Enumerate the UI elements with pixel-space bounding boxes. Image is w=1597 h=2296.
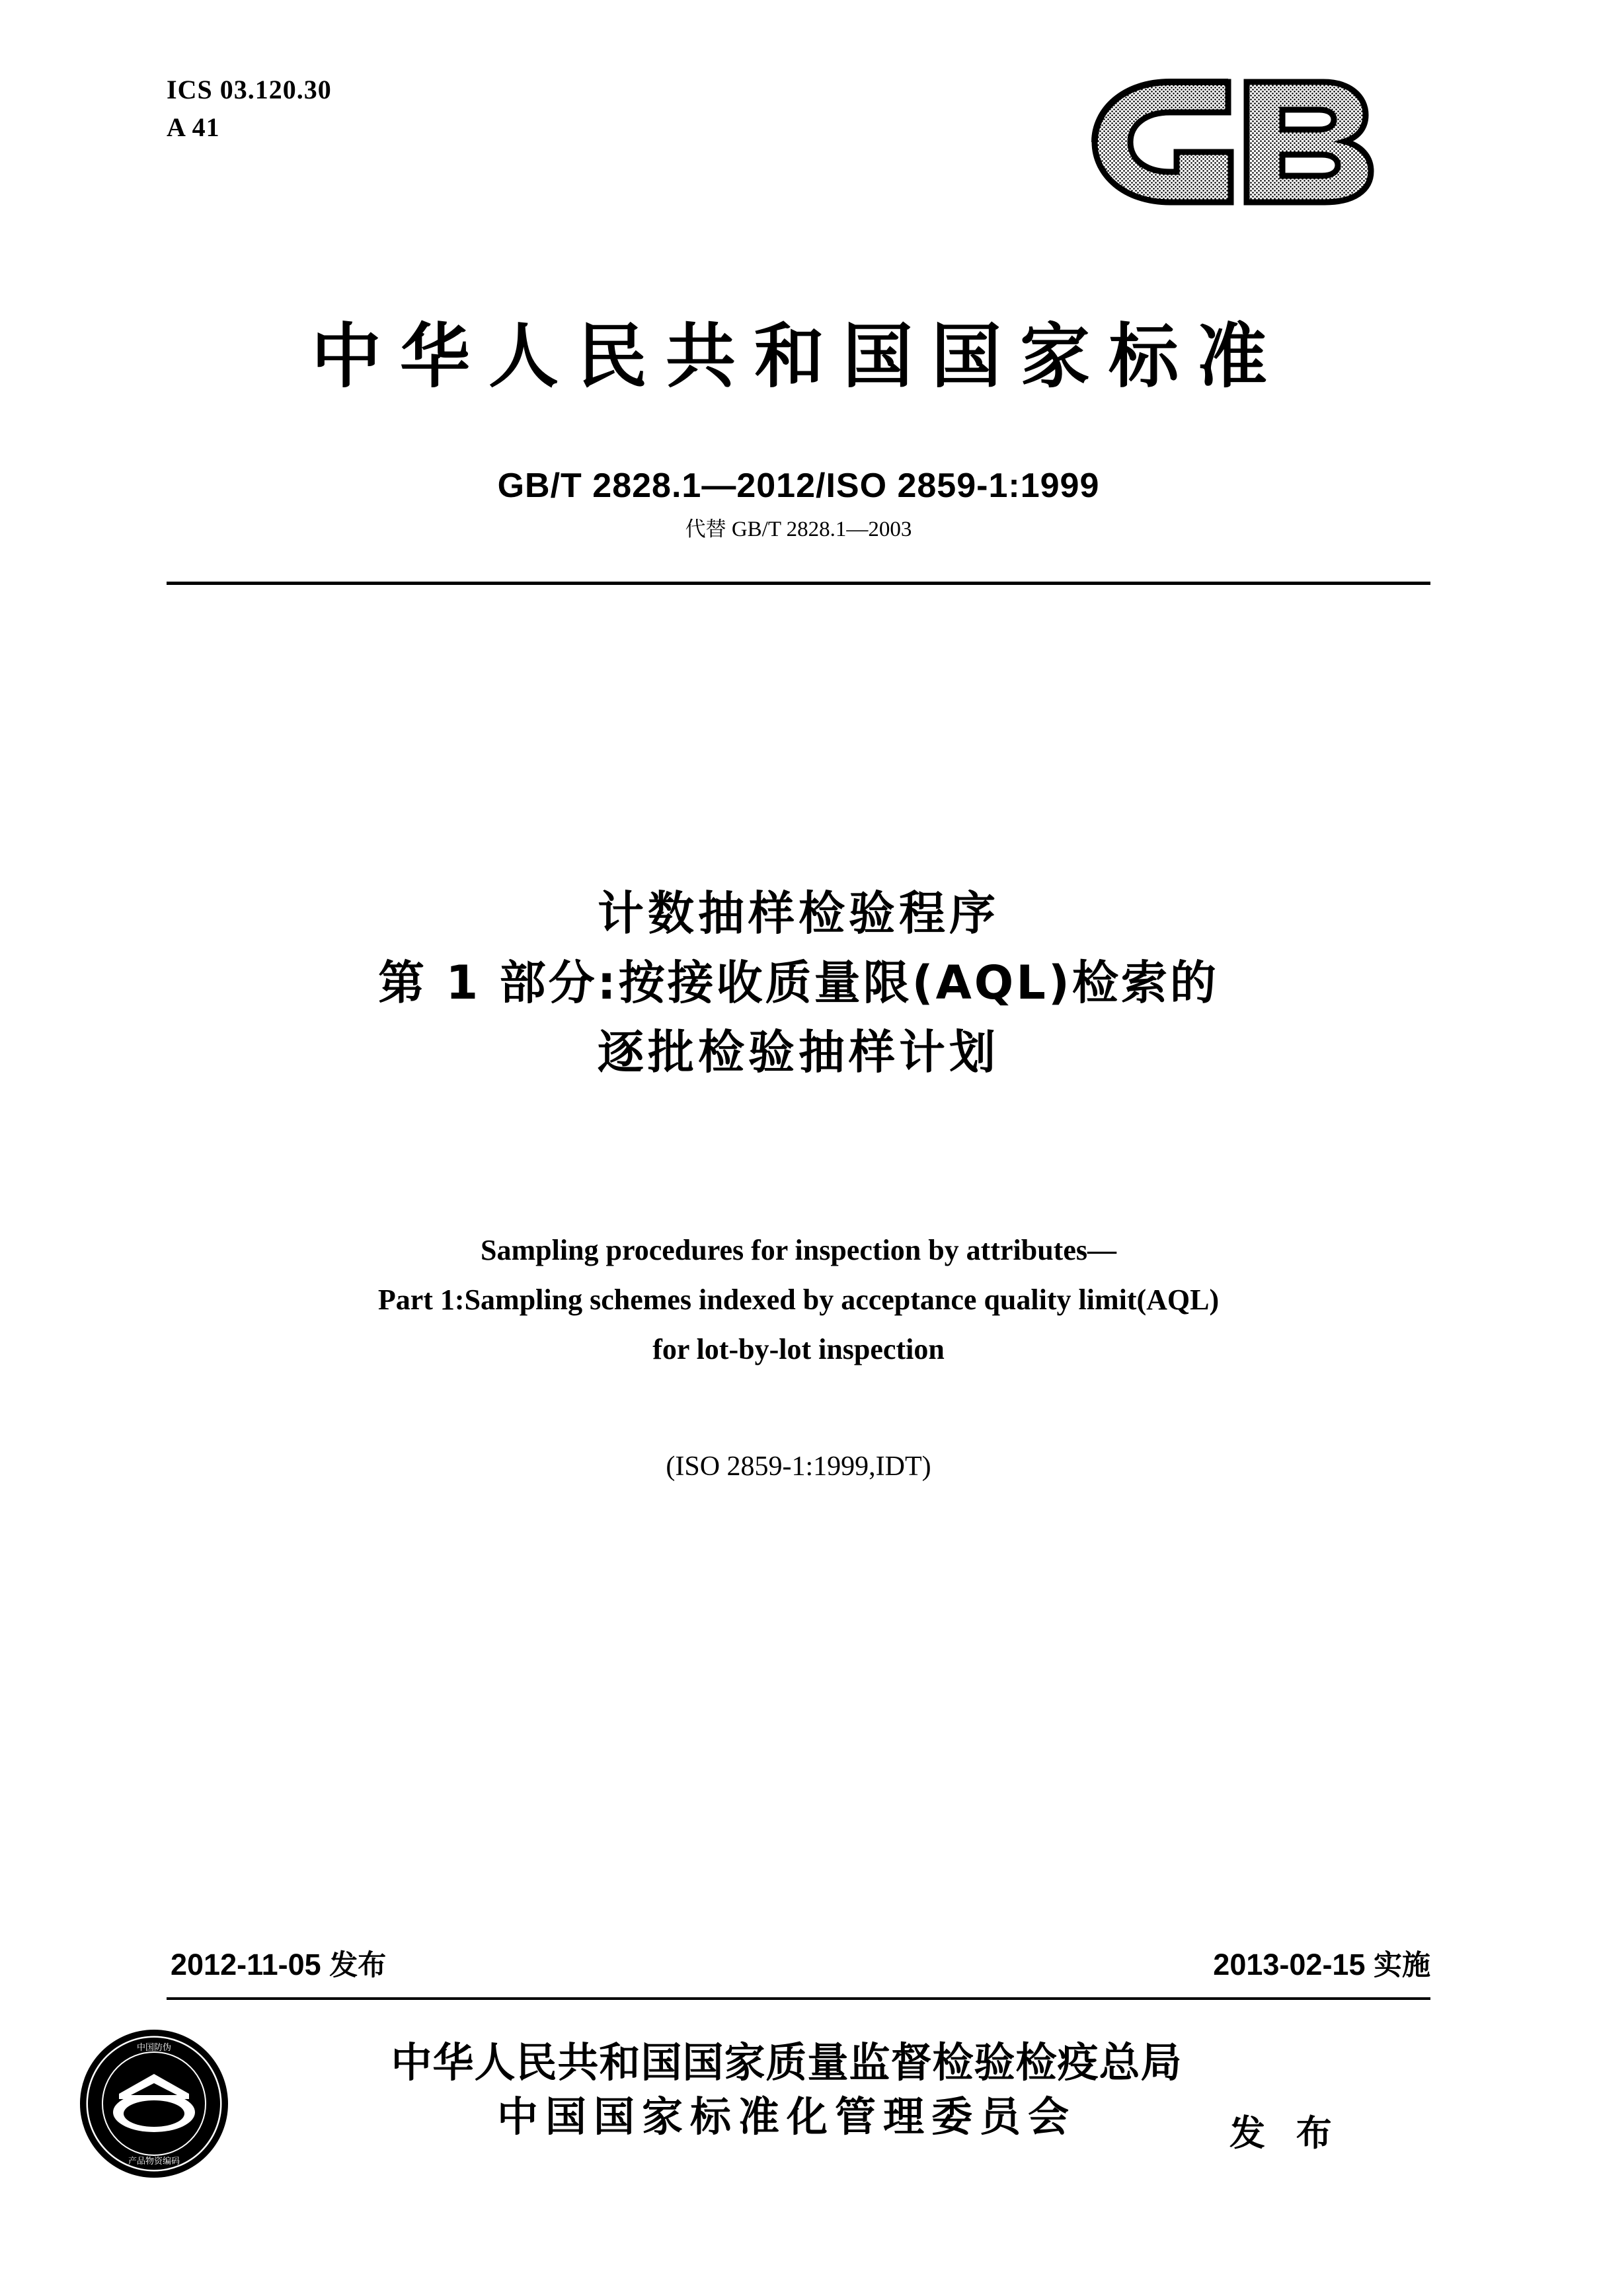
- footer-divider: [167, 1997, 1430, 2000]
- effective-date-value: 2013-02-15: [1213, 1948, 1366, 1981]
- national-standard-title: 中华人民共和国国家标准: [311, 316, 1286, 397]
- replaces-standard-number: GB/T 2828.1—2003: [731, 517, 912, 541]
- document-title-en-line3: for lot-by-lot inspection: [652, 1332, 945, 1365]
- document-title-cn-line1: 计数抽样检验程序: [598, 886, 999, 940]
- replaces-note: [0, 512, 1597, 542]
- effective-date: [1213, 1943, 1430, 1983]
- document-title-en: [0, 1226, 1597, 1374]
- publish-label: 发 布: [1229, 2112, 1341, 2154]
- anti-counterfeit-seal-icon: [78, 2028, 230, 2180]
- document-title-cn-line3: 逐批检验抽样计划: [598, 1025, 999, 1079]
- issue-date-label: 发布: [329, 1949, 387, 1982]
- effective-date-label: 实施: [1374, 1949, 1430, 1982]
- header-divider: [167, 582, 1430, 585]
- publisher-block: [317, 2036, 1256, 2144]
- gb-logo-icon: [1077, 73, 1408, 211]
- publisher-line-2: 中国国家标准化管理委员会: [496, 2092, 1076, 2141]
- document-title-en-line1: Sampling procedures for inspection by attributes—: [481, 1234, 1116, 1266]
- iso-equivalence-note: (ISO 2859-1:1999,IDT): [666, 1451, 931, 1482]
- publisher-line-1: 中华人民共和国国家质量监督检验检疫总局: [391, 2038, 1183, 2086]
- document-title-en-line2: Part 1:Sampling schemes indexed by acceptance quality limit(AQL): [377, 1283, 1220, 1316]
- ics-code: ICS 03.120.30: [167, 75, 332, 104]
- standard-number: GB/T 2828.1—2012/ISO 2859-1:1999: [497, 467, 1100, 505]
- replaces-label: 代替: [685, 517, 726, 541]
- ics-classification: [167, 71, 332, 147]
- document-title-cn-line2: 第 1 部分:按接收质量限(AQL)检索的: [378, 956, 1219, 1010]
- document-title-cn: [0, 879, 1597, 1087]
- ics-category: A 41: [167, 112, 220, 142]
- svg-text:中国防伪: 中国防伪: [136, 2043, 172, 2053]
- issue-date: [171, 1943, 386, 1983]
- svg-text:产品物资编码: 产品物资编码: [128, 2157, 180, 2166]
- issue-date-value: 2012-11-05: [171, 1948, 321, 1981]
